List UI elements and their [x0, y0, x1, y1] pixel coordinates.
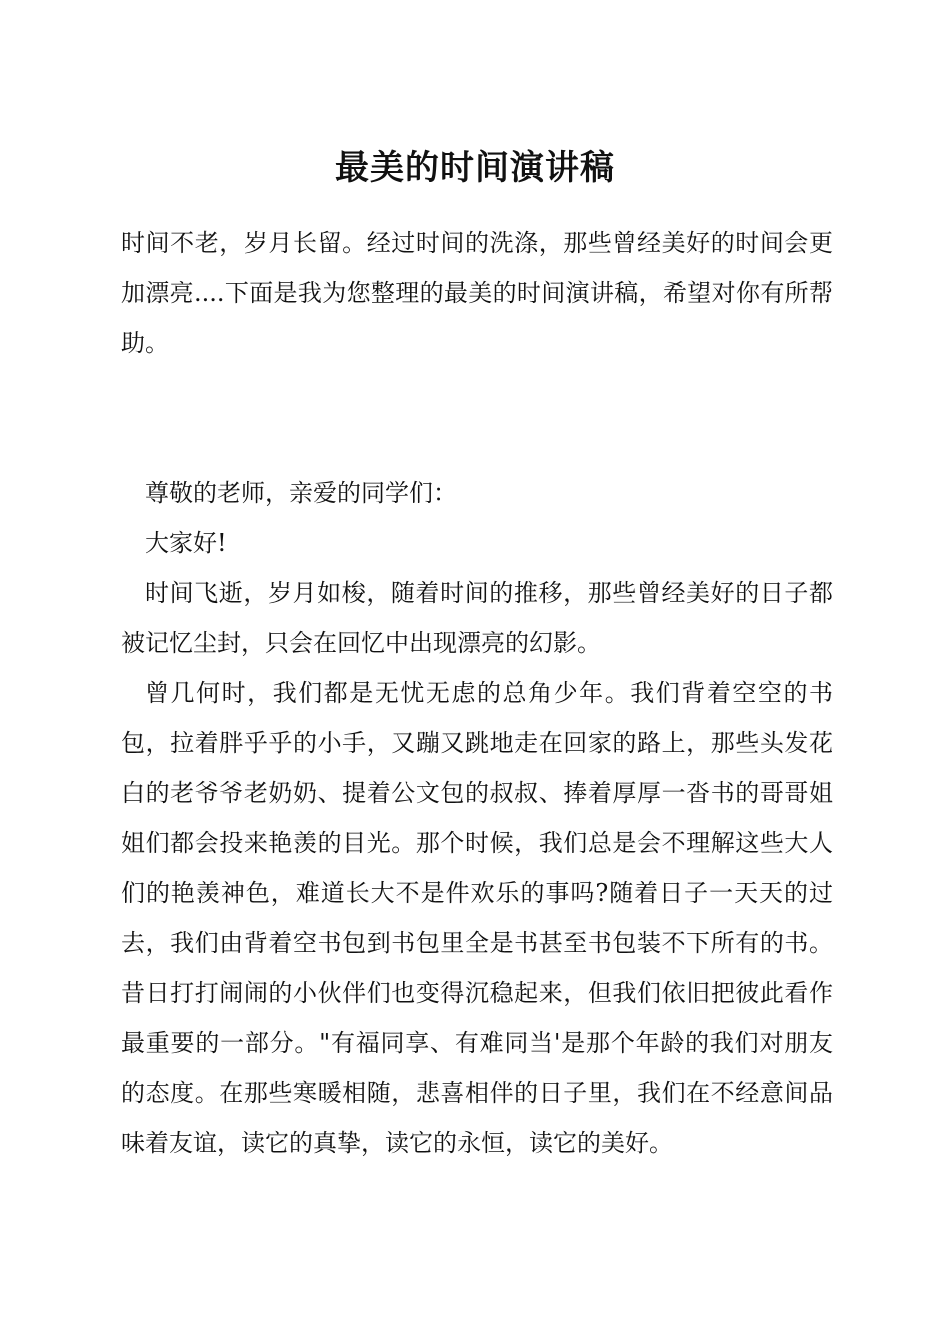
- salutation: 尊敬的老师，亲爱的同学们：: [145, 479, 457, 507]
- document-title: 最美的时间演讲稿: [335, 148, 615, 188]
- speech-body: [121, 468, 833, 1168]
- intro-paragraph: 时间不老，岁月长留。经过时间的洗涤，那些曾经美好的时间会更加漂亮....下面是我为您整理的最美的时间演讲稿，希望对你有所帮助。: [121, 229, 833, 357]
- greeting: 大家好!: [145, 529, 227, 557]
- body-paragraph: 曾几何时，我们都是无忧无虑的总角少年。我们背着空空的书包，拉着胖乎乎的小手，又蹦又跳地走在回家的路上，那些头发花白的老爷爷老奶奶、提着公文包的叔叔、捧着厚厚一沓书的哥哥姐姐们都会投来艳羡的目光。那个时候，我们总是会不理解这些大人们的艳羡神色，难道长大不是件欢乐的事吗?随着日子一天天的过去，我们由背着空书包到书包里全是书甚至书包装不下所有的书。昔日打打闹闹的小伙伴们也变得沉稳起来，但我们依旧把彼此看作最重要的一部分。"有福同享、有难同当'是那个年龄的我们对朋友的态度。在那些寒暖相随，悲喜相伴的日子里，我们在不经意间品味着友谊，读它的真挚，读它的永恒，读它的美好。: [121, 679, 833, 1157]
- body-paragraph: 时间飞逝，岁月如梭，随着时间的推移，那些曾经美好的日子都被记忆尘封，只会在回忆中出现漂亮的幻影。: [121, 579, 833, 657]
- intro-section: [121, 218, 833, 368]
